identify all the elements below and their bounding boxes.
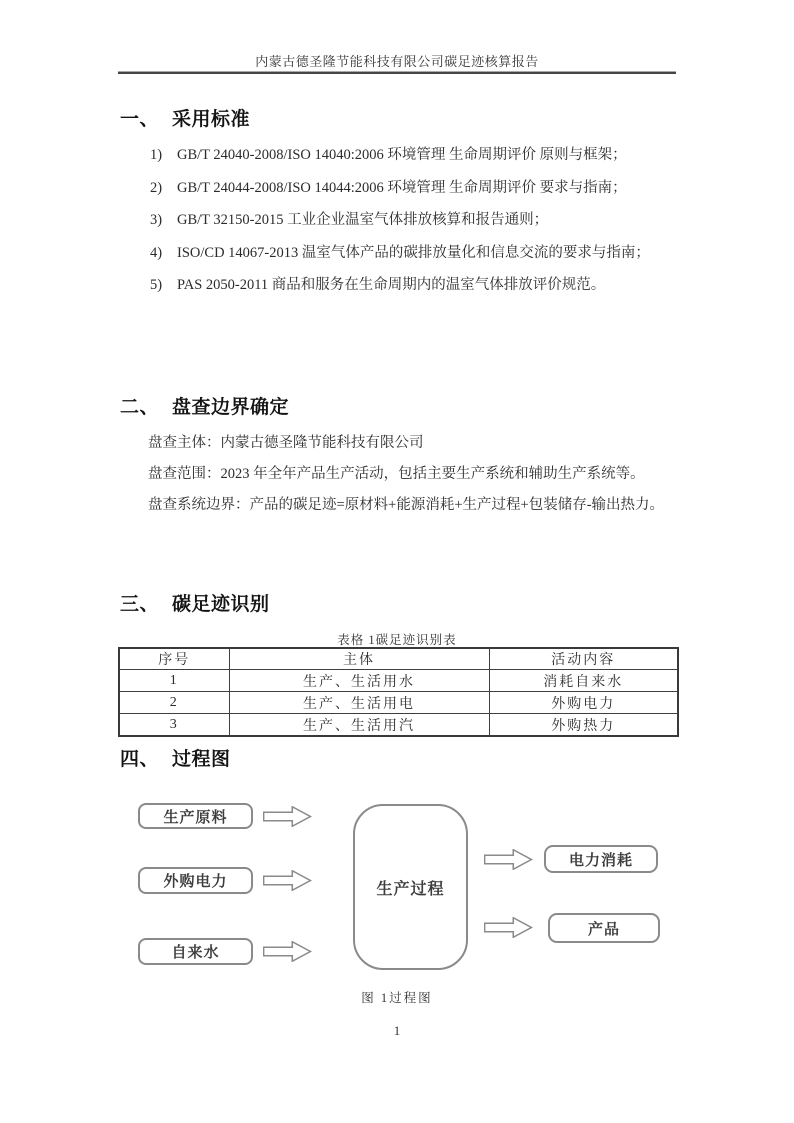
- section-number: 四、: [120, 749, 160, 770]
- section-number: 一、: [120, 109, 160, 130]
- table-row: [119, 714, 678, 737]
- list-number: 1): [150, 147, 163, 163]
- table-header-row: [119, 648, 678, 670]
- table-cell: 3: [119, 714, 229, 737]
- section-heading-process-diagram: [120, 744, 231, 771]
- section-title: 过程图: [172, 749, 231, 770]
- standard-item: [150, 173, 677, 204]
- table-cell: 1: [119, 670, 229, 692]
- table-header-activity: 活动内容: [489, 648, 678, 670]
- table-cell: 2: [119, 692, 229, 714]
- standard-text: GB/T 24044-2008/ISO 14044:2006 环境管理 生命周期评价 要求与指南；: [177, 179, 627, 196]
- flow-arrow-icon: [263, 870, 312, 891]
- list-number: 2): [150, 179, 163, 196]
- standard-item: [150, 205, 677, 236]
- standard-item: [150, 140, 677, 171]
- standard-item: [150, 238, 677, 269]
- boundary-subject: 盘查主体：内蒙古德圣隆节能科技有限公司: [148, 435, 424, 451]
- identification-table: [118, 647, 679, 737]
- figure-caption: 图 1过程图: [361, 991, 433, 1005]
- table-row: [119, 692, 678, 714]
- process-flow-diagram: [0, 795, 794, 990]
- section-number: 二、: [120, 397, 160, 418]
- section-heading-identification: [120, 589, 270, 616]
- standards-list: [150, 140, 677, 303]
- diagram-output-box-electricity-consumption: 电力消耗: [544, 845, 658, 873]
- boundary-system: 盘查系统边界：产品的碳足迹=原材料+能源消耗+生产过程+包装储存-输出热力。: [148, 497, 665, 513]
- diagram-input-box-raw-materials: 生产原料: [138, 803, 253, 829]
- standard-item: [150, 270, 677, 301]
- table-cell: 外购电力: [489, 692, 678, 714]
- table-cell: 外购热力: [489, 714, 678, 737]
- flow-arrow-icon: [484, 917, 533, 938]
- diagram-input-box-purchased-electricity: 外购电力: [138, 867, 253, 894]
- diagram-process-box: 生产过程: [353, 804, 468, 970]
- table-row: [119, 670, 678, 692]
- header-title: 内蒙古德圣隆节能科技有限公司碳足迹核算报告: [255, 54, 539, 69]
- list-number: 5): [150, 277, 163, 293]
- table-header-subject: 主体: [229, 648, 489, 670]
- section-heading-standards: [120, 104, 250, 131]
- table-cell: 生产、生活用电: [229, 692, 489, 714]
- standard-text: GB/T 32150-2015 工业企业温室气体排放核算和报告通则；: [177, 212, 549, 228]
- table-cell: 生产、生活用汽: [229, 714, 489, 737]
- section-title: 碳足迹识别: [172, 594, 270, 615]
- table-cell: 消耗自来水: [489, 670, 678, 692]
- section-title: 盘查边界确定: [172, 397, 290, 418]
- header-rule: [118, 71, 676, 74]
- flow-arrow-icon: [263, 806, 312, 827]
- boundary-paragraphs: [119, 428, 677, 521]
- section-number: 三、: [120, 594, 160, 615]
- diagram-input-box-tap-water: 自来水: [138, 938, 253, 965]
- standard-text: PAS 2050-2011 商品和服务在生命周期内的温室气体排放评价规范。: [177, 277, 606, 293]
- table-caption: 表格 1碳足迹识别表: [337, 633, 457, 647]
- section-heading-boundary: [120, 392, 289, 419]
- table-header-seq: 序号: [119, 648, 229, 670]
- flow-arrow-icon: [263, 941, 312, 962]
- section-title: 采用标准: [172, 109, 251, 130]
- boundary-scope: 盘查范围：2023 年全年产品生产活动，包括主要生产系统和辅助生产系统等。: [148, 466, 645, 482]
- diagram-output-box-product: 产品: [548, 913, 660, 943]
- page-number: 1: [393, 1023, 401, 1038]
- standard-text: ISO/CD 14067-2013 温室气体产品的碳排放量化和信息交流的要求与指南；: [177, 244, 650, 261]
- standard-text: GB/T 24040-2008/ISO 14040:2006 环境管理 生命周期评价 原则与框架；: [177, 147, 627, 163]
- table-cell: 生产、生活用水: [229, 670, 489, 692]
- list-number: 3): [150, 212, 163, 228]
- flow-arrow-icon: [484, 849, 533, 870]
- list-number: 4): [150, 244, 163, 261]
